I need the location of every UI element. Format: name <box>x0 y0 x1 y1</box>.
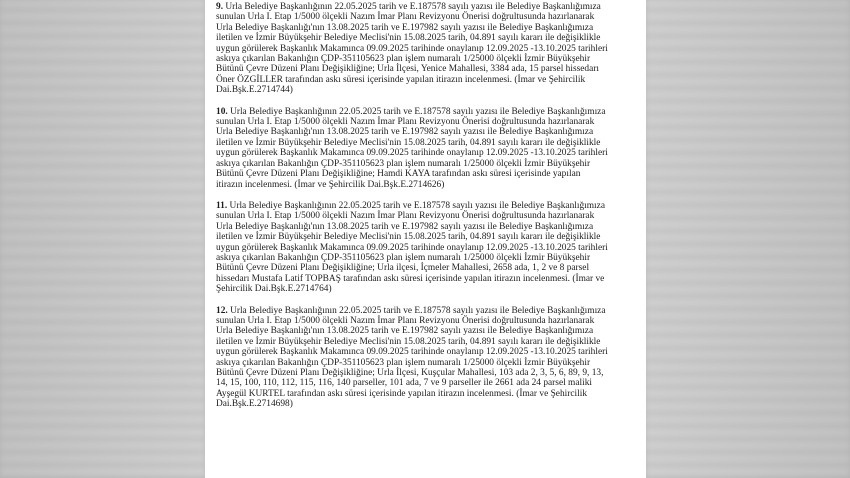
agenda-item-number: 10. <box>216 106 228 117</box>
agenda-item-11 <box>216 201 636 295</box>
background-shade-left <box>0 0 205 478</box>
agenda-item-text: Urla Belediye Başkanlığının 22.05.2025 tarih ve E.187578 sayılı yazısı ile Belediye Başkanlığımıza sunulan Urla I. Etap 1/5000 ölçekli Nazım İmar Planı Revizyonu Önerisi doğrultusunda hazırlanarak Urla Belediye Başkanlığı'nın 13.08.2025 tarih ve E.197982 sayılı yazısı ile Belediye Başkanlığımıza iletilen ve İzmir Büyükşehir Belediye Meclisi'nin 15.08.2025 tarih, 04.891 sayılı kararı ile değişiklikle uygun görülerek Başkanlık Makamınca 09.09.2025 tarihinde onaylanıp 12.09.2025 -13.10.2025 tarihleri askıya çıkarılan Bakanlığın ÇDP-351105623 plan işlem numaralı 1/25000 ölçekli İzmir Büyükşehir Bütünü Çevre Düzeni Planı Değişikliğine; Urla İlçesi, Kuşçular Mahallesi, 103 ada 2, 3, 5, 6, 89, 9, 13, 14, 15, 100, 110, 112, 115, 116, 140 parseller, 101 ada, 7 ve 9 parseller ile 2661 ada 24 parsel maliki Ayşegül KURTEL tarafından askı süresi içerisinde yapılan itirazın incelenmesi. (İmar ve Şehircilik Dai.Bşk.E.2714698) <box>216 305 608 410</box>
agenda-item-text: Urla Belediye Başkanlığının 22.05.2025 tarih ve E.187578 sayılı yazısı ile Belediye Başkanlığımıza sunulan Urla I. Etap 1/5000 ölçekli Nazım İmar Planı Revizyonu Önerisi doğrultusunda hazırlanarak Urla Belediye Başkanlığı'nın 13.08.2025 tarih ve E.197982 sayılı yazısı ile Belediye Başkanlığımıza iletilen ve İzmir Büyükşehir Belediye Meclisi'nin 15.08.2025 tarih, 04.891 sayılı kararı ile değişiklikle uygun görülerek Başkanlık Makamınca 09.09.2025 tarihinde onaylanıp 12.09.2025 -13.10.2025 tarihleri askıya çıkarılan Bakanlığın ÇDP-351105623 plan işlem numaralı 1/25000 ölçekli İzmir Büyükşehir Bütünü Çevre Düzeni Planı Değişikliğine; Urla ilçesi, İçmeler Mahallesi, 2658 ada, 1, 2 ve 8 parsel hissedarı Mustafa Latif TOPBAŞ tarafından askı süresi içerisinde yapılan itirazın incelenmesi. (İmar ve Şehircilik Dai.Bşk.E.2714764) <box>216 200 608 295</box>
agenda-item-number: 12. <box>216 305 228 316</box>
agenda-item-number: 9. <box>216 2 224 12</box>
agenda-item-text: Urla Belediye Başkanlığının 22.05.2025 tarih ve E.187578 sayılı yazısı ile Belediye Başkanlığımıza sunulan Urla I. Etap 1/5000 ölçekli Nazım İmar Planı Revizyonu Önerisi doğrultusunda hazırlanarak Urla Belediye Başkanlığı'nın 13.08.2025 tarih ve E.197982 sayılı yazısı ile Belediye Başkanlığımıza iletilen ve İzmir Büyükşehir Belediye Meclisi'nin 15.08.2025 tarih, 04.891 sayılı kararı ile değişiklikle uygun görülerek Başkanlık Makamınca 09.09.2025 tarihinde onaylanıp 12.09.2025 -13.10.2025 tarihleri askıya çıkarılan Bakanlığın ÇDP-351105623 plan işlem numaralı 1/25000 ölçekli İzmir Büyükşehir Bütünü Çevre Düzeni Planı Değişikliğine; Urla İlçesi, Yenice Mahallesi, 3384 ada, 15 parsel hissedarı Öner ÖZGİLLER tarafından askı süresi içerisinde yapılan itirazın incelenmesi. (İmar ve Şehircilik Dai.Bşk.E.2714744) <box>216 2 608 96</box>
agenda-item-10 <box>216 107 636 190</box>
agenda-item-12 <box>216 306 636 410</box>
agenda-item-text: Urla Belediye Başkanlığının 22.05.2025 tarih ve E.187578 sayılı yazısı ile Belediye Başkanlığımıza sunulan Urla I. Etap 1/5000 ölçekli Nazım İmar Planı Revizyonu Önerisi doğrultusunda hazırlanarak Urla Belediye Başkanlığı'nın 13.08.2025 tarih ve E.197982 sayılı yazısı ile Belediye Başkanlığımıza iletilen ve İzmir Büyükşehir Belediye Meclisi'nin 15.08.2025 tarih, 04.891 sayılı kararı ile değişiklikle uygun görülerek Başkanlık Makamınca 09.09.2025 tarihinde onaylanıp 12.09.2025 -13.10.2025 tarihleri askıya çıkarılan Bakanlığın ÇDP-351105623 plan işlem numaralı 1/25000 ölçekli İzmir Büyükşehir Bütünü Çevre Düzeni Planı Değişikliğine; Hamdi KAYA tarafından askı süresi içerisinde yapılan itirazın incelenmesi. (İmar ve Şehircilik Dai.Bşk.E.2714626) <box>216 106 608 190</box>
background-shade-right <box>646 0 850 478</box>
document-page <box>205 0 646 478</box>
agenda-item-number: 11. <box>216 200 228 211</box>
agenda-item-9 <box>216 2 636 96</box>
